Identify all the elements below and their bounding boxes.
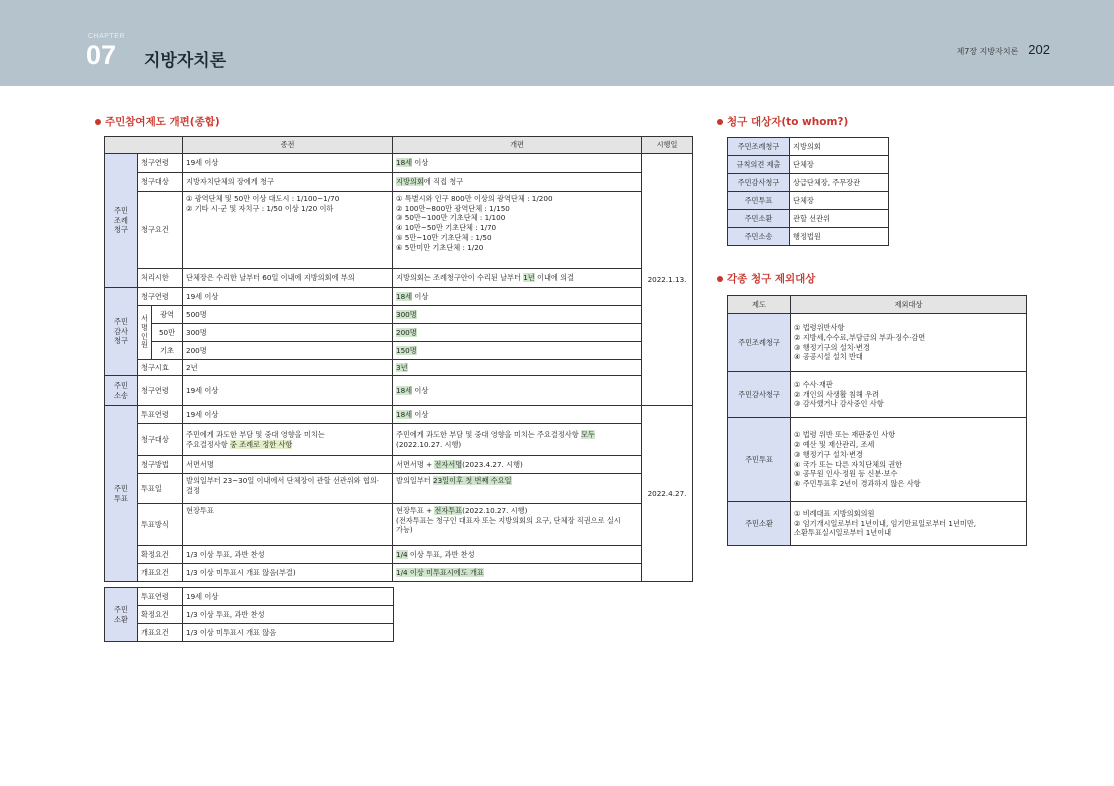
- chapter-label: CHAPTER: [88, 33, 125, 40]
- before-cell: 1/3 이상 투표, 과반 찬성: [183, 606, 394, 624]
- table-row: [728, 418, 1027, 502]
- target-value: 관할 선관위: [790, 210, 889, 228]
- item-cell: 투표일: [138, 474, 183, 504]
- table-row: [105, 360, 693, 376]
- target-value: 단체장: [790, 156, 889, 174]
- exclusion-value: ① 비례대표 지방의회의원 ② 임기개시일로부터 1년이내, 임기만료일로부터 1년미만, 소환투표실시일로부터 1년이내: [791, 502, 1027, 546]
- before-cell: 19세 이상: [183, 154, 393, 173]
- after-cell: [393, 424, 642, 456]
- item-cell: 투표연령: [138, 406, 183, 424]
- item-cell: 개표요건: [138, 624, 183, 642]
- after-text: (2022.10.27. 시행) (전자투표는 청구인 대표자 또는 지방의회의 요구, 단체장 직권으로 실시 가능): [396, 506, 621, 535]
- bullet-icon: [95, 119, 101, 125]
- before-text: 주민에게 과도한 부담 및 중대 영향을 미치는 주요결정사항: [186, 429, 325, 449]
- date-cell-1: 2022.1.13.: [642, 154, 693, 406]
- after-cell: [393, 288, 642, 306]
- target-key: 주민소환: [728, 210, 790, 228]
- before-cell: 발의일부터 23~30일 이내에서 단체장이 관할 선관위와 협의·결정: [183, 474, 393, 504]
- target-value: 단체장: [790, 192, 889, 210]
- after-text: 이상: [412, 385, 429, 395]
- highlight-text: 1/4: [396, 549, 408, 559]
- item-cell: 50만: [152, 324, 183, 342]
- table-row: [105, 192, 693, 269]
- exclusion-value: ① 법령위반사항 ② 지방세,수수료,부담금의 부과·징수·감면 ③ 행정기구의 설치·변경 ④ 공공시설 설치 반대: [791, 314, 1027, 372]
- table-row: [728, 210, 889, 228]
- after-cell: [393, 474, 642, 504]
- item-cell: 청구연령: [138, 288, 183, 306]
- after-cell: [393, 154, 642, 173]
- after-cell: [393, 360, 642, 376]
- chapter-number: 07: [86, 40, 117, 70]
- highlight-text: 18세: [396, 409, 413, 419]
- highlight-text: 중 조례로 정한 사항: [229, 439, 293, 449]
- residents-label: 서 명 인 원: [138, 306, 152, 360]
- highlight-text: 18세: [396, 291, 413, 301]
- running-title: 제7장 지방자치론: [956, 47, 1019, 56]
- after-cell: [393, 456, 642, 474]
- table-row: [728, 372, 1027, 418]
- header-date: 시행일: [642, 137, 693, 154]
- table-row: [728, 314, 1027, 372]
- exclusion-key: 주민조례청구: [728, 314, 791, 372]
- table-row: [105, 288, 693, 306]
- main-section-title-text: 주민참여제도 개편(종합): [105, 116, 220, 128]
- highlight-text: 1년: [523, 273, 535, 283]
- table-row: [728, 192, 889, 210]
- group-gamsa: 주민 감사 청구: [105, 288, 138, 376]
- table-row: [728, 174, 889, 192]
- exclusion-table: [727, 295, 1027, 546]
- item-cell: 확정요건: [138, 546, 183, 564]
- after-cell: [393, 546, 642, 564]
- table-row: [105, 456, 693, 474]
- highlight-text: 모두: [580, 429, 595, 439]
- target-key: 주민소송: [728, 228, 790, 246]
- table-row: [728, 156, 889, 174]
- table-row: [105, 424, 693, 456]
- target-key: 주민감사청구: [728, 174, 790, 192]
- table-row: [728, 502, 1027, 546]
- after-cell: [393, 564, 642, 582]
- table-row: [728, 138, 889, 156]
- item-cell: 투표방식: [138, 504, 183, 546]
- exclusion-value: ① 법령 위반 또는 재판중인 사항 ② 예산 및 재산관리, 조세 ③ 행정기구 설치·변경 ④ 국가 또는 다른 자치단체의 권한 ⑤ 공무원 인사·정원 등 신분·보수 ⑥ 주민투표후 2년이 경과하지 않은 사항: [791, 418, 1027, 502]
- target-value: 행정법원: [790, 228, 889, 246]
- target-section-title-text: 청구 대상자(to whom?): [727, 116, 849, 128]
- chapter-title: 지방자치론: [144, 51, 227, 71]
- highlight-text: 300명: [396, 309, 417, 319]
- before-cell: 200명: [183, 342, 393, 360]
- item-cell: 기초: [152, 342, 183, 360]
- highlight-text: 지방의회: [396, 177, 424, 187]
- item-cell: 투표연령: [138, 588, 183, 606]
- before-cell: 지방자치단체의 장에게 청구: [183, 173, 393, 192]
- main-section-title: [95, 114, 220, 129]
- after-text: 서면서명 +: [396, 459, 435, 469]
- page-number: 202: [1028, 42, 1050, 57]
- table-row: [105, 173, 693, 192]
- group-jorye: 주민 조례 청구: [105, 154, 138, 288]
- after-cell: [393, 342, 642, 360]
- after-text: 현장투표 +: [396, 506, 435, 515]
- item-cell: 청구대상: [138, 424, 183, 456]
- item-cell: 청구요건: [138, 192, 183, 269]
- item-cell: 청구시효: [138, 360, 183, 376]
- before-cell: 1/3 이상 미투표시 개표 않음(부결): [183, 564, 393, 582]
- table-row: [105, 606, 394, 624]
- exclusion-value: ① 수사·재판 ② 개인의 사생활 침해 우려 ③ 감사했거나 감사중인 사항: [791, 372, 1027, 418]
- highlight-text: 18세: [396, 385, 413, 395]
- after-cell: [393, 306, 642, 324]
- after-text: 이내에 의결: [534, 273, 575, 283]
- table-row: [105, 269, 693, 288]
- highlight-text: 전자서명: [434, 459, 463, 469]
- after-text: (2022.10.27. 시행): [396, 439, 462, 449]
- before-cell: 1/3 이상 미투표시 개표 않음: [183, 624, 394, 642]
- after-text: 에 직접 청구: [423, 177, 464, 187]
- table-row: [105, 588, 394, 606]
- highlight-text: 150명: [396, 345, 417, 355]
- after-cell: [393, 406, 642, 424]
- exclusion-section-title-text: 각종 청구 제외대상: [727, 273, 816, 285]
- group-sohwan: 주민 소환: [105, 588, 138, 642]
- table-row: [105, 564, 693, 582]
- recall-table: [104, 587, 394, 642]
- item-cell: 광역: [152, 306, 183, 324]
- exclusion-key: 주민소환: [728, 502, 791, 546]
- before-cell: 서면서명: [183, 456, 393, 474]
- highlight-text: 전자투표: [434, 506, 463, 515]
- after-cell: [393, 324, 642, 342]
- before-cell: 단체장은 수리한 날부터 60일 이내에 지방의회에 부의: [183, 269, 393, 288]
- highlight-text: 23일이후 첫 번째 수요일: [433, 476, 512, 485]
- exclusion-key: 주민투표: [728, 418, 791, 502]
- table-row: [105, 406, 693, 424]
- table-row: [105, 324, 693, 342]
- before-cell: 19세 이상: [183, 376, 393, 406]
- header-before: 종전: [183, 137, 393, 154]
- before-cell: 19세 이상: [183, 288, 393, 306]
- header-item: [105, 137, 183, 154]
- table-row: [105, 474, 693, 504]
- table-row: [728, 228, 889, 246]
- group-tupyo: 주민 투표: [105, 406, 138, 582]
- before-cell: ① 광역단체 및 50만 이상 대도시 : 1/100~1/70 ② 기타 시·군 및 자치구 : 1/50 이상 1/20 이하: [183, 192, 393, 269]
- table-header-row: [728, 296, 1027, 314]
- table-row: [105, 504, 693, 546]
- header-right: [957, 42, 1050, 57]
- before-cell: [183, 424, 393, 456]
- group-sosong: 주민 소송: [105, 376, 138, 406]
- bullet-icon: [717, 119, 723, 125]
- table-row: [105, 342, 693, 360]
- item-cell: 확정요건: [138, 606, 183, 624]
- before-cell: 300명: [183, 324, 393, 342]
- table-row: [105, 624, 394, 642]
- table-header-row: [105, 137, 693, 154]
- target-key: 주민투표: [728, 192, 790, 210]
- participation-table: [104, 136, 693, 582]
- after-text: 이상 투표, 과반 찬성: [407, 549, 475, 559]
- after-text: 발의일부터: [396, 476, 434, 485]
- table-row: [105, 306, 693, 324]
- highlight-text: 1/4 이상 미투표시에도 개표: [396, 567, 484, 577]
- highlight-text: 18세: [396, 158, 413, 168]
- exclusion-section-title: [717, 271, 815, 286]
- item-cell: 청구연령: [138, 154, 183, 173]
- item-cell: 청구대상: [138, 173, 183, 192]
- page-header: [0, 0, 1114, 86]
- after-cell: [393, 269, 642, 288]
- before-cell: 현장투표: [183, 504, 393, 546]
- target-section-title: [717, 114, 848, 129]
- after-cell: [393, 376, 642, 406]
- target-table: [727, 137, 889, 246]
- item-cell: 개표요건: [138, 564, 183, 582]
- item-cell: 처리시한: [138, 269, 183, 288]
- target-value: 지방의회: [790, 138, 889, 156]
- target-value: 상급단체장, 주무장관: [790, 174, 889, 192]
- header-after: 개편: [393, 137, 642, 154]
- exclusion-key: 주민감사청구: [728, 372, 791, 418]
- after-text: (2023.4.27. 시행): [462, 459, 523, 469]
- item-cell: 청구연령: [138, 376, 183, 406]
- after-text: 이상: [412, 409, 429, 419]
- target-key: 규칙의견 제출: [728, 156, 790, 174]
- before-cell: 19세 이상: [183, 588, 394, 606]
- after-cell: [393, 173, 642, 192]
- header-system: 제도: [728, 296, 791, 314]
- bullet-icon: [717, 276, 723, 282]
- after-text: 지방의회는 조례청구안이 수리된 날부터: [396, 273, 524, 283]
- header-excluded: 제외대상: [791, 296, 1027, 314]
- before-cell: 19세 이상: [183, 406, 393, 424]
- before-cell: 1/3 이상 투표, 과반 찬성: [183, 546, 393, 564]
- after-text: 이상: [412, 291, 429, 301]
- highlight-text: 200명: [396, 327, 417, 337]
- before-cell: 500명: [183, 306, 393, 324]
- item-cell: 청구방법: [138, 456, 183, 474]
- after-text: 이상: [412, 158, 429, 168]
- table-row: [105, 546, 693, 564]
- target-key: 주민조례청구: [728, 138, 790, 156]
- table-row: [105, 154, 693, 173]
- after-cell: [393, 504, 642, 546]
- after-text: 주민에게 과도한 부담 및 중대 영향을 미치는 주요결정사항: [396, 429, 581, 439]
- before-cell: 2년: [183, 360, 393, 376]
- after-cell: ① 특별시와 인구 800만 이상의 광역단체 : 1/200 ② 100만~800만 광역단체 : 1/150 ③ 50만~100만 기초단체 : 1/100 ④ 10만~50만 기초단체 : 1/70 ⑤ 5만~10만 기초단체 : 1/50 ⑥ 5만미만 기초단체 : 1/20: [393, 192, 642, 269]
- table-row: [105, 376, 693, 406]
- highlight-text: 3년: [396, 362, 408, 372]
- date-cell-2: 2022.4.27.: [642, 406, 693, 582]
